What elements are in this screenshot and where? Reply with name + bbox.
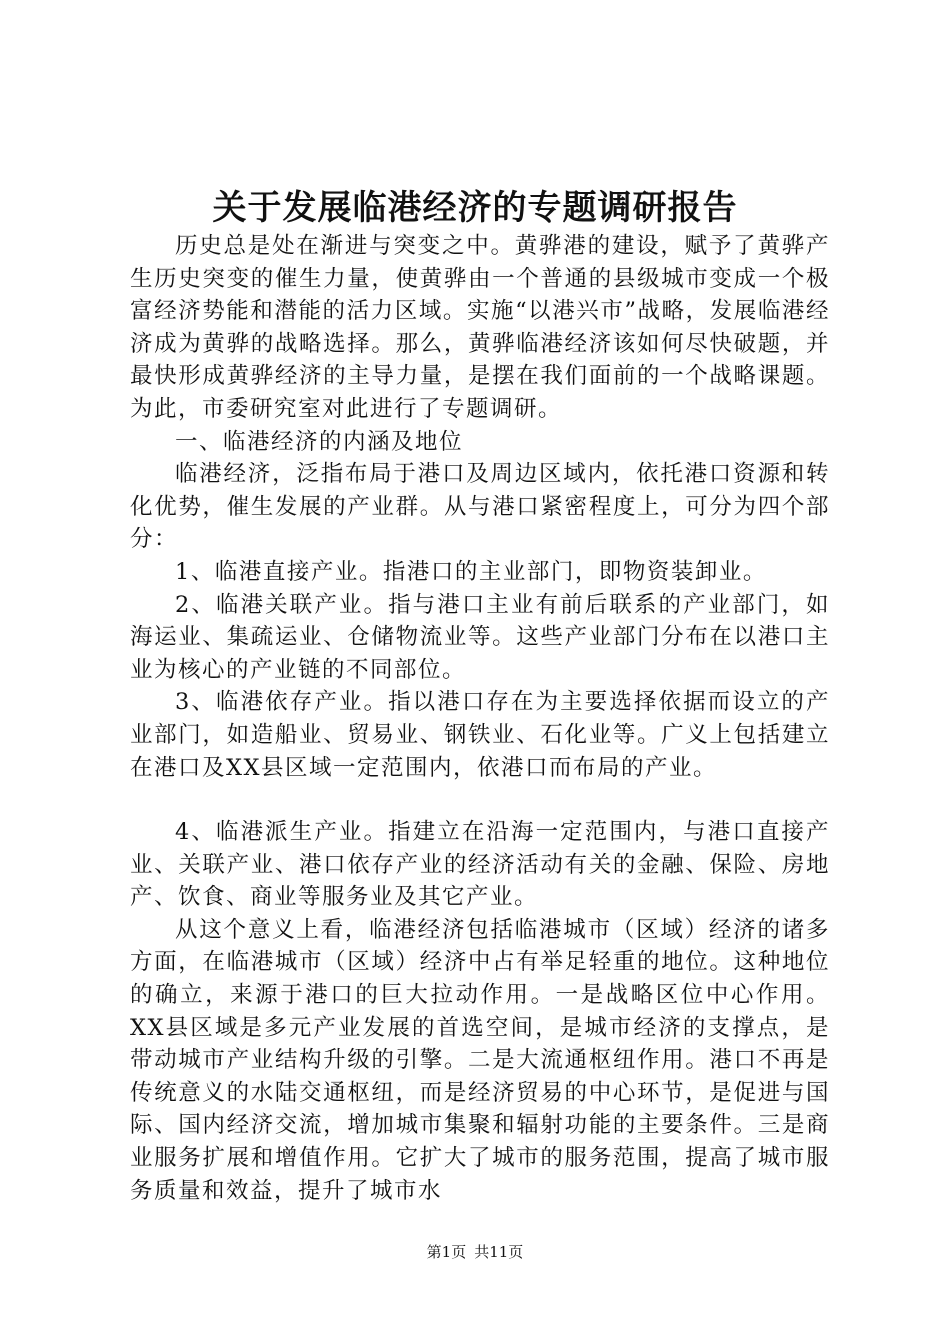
list-item-3: 3、临港依存产业。指以港口存在为主要选择依据而设立的产业部门，如造船业、贸易业、钢铁业、石化业等。广义上包括建立在港口及XX县区域一定范围内，依港口而布局的产业。 [130,689,830,781]
paragraph-significance: 从这个意义上看，临港经济包括临港城市（区域）经济的诸多方面，在临港城市（区域）经济中占有举足轻重的地位。这种地位的确立，来源于港口的巨大拉动作用。一是战略区位中心作用。XX县区域是多元产业发展的首选空间，是城市经济的支撑点，是带动城市产业结构升级的引擎。二是大流通枢纽作用。港口不再是传统意义的水陆交通枢纽，而是经济贸易的中心环节，是促进与国际、国内经济交流，增加城市集聚和辐射功能的主要条件。三是商业服务扩展和增值作用。它扩大了城市的服务范围，提高了城市服务质量和效益，提升了城市水 [130,916,830,1204]
list-item-2: 2、临港关联产业。指与港口主业有前后联系的产业部门，如海运业、集疏运业、仓储物流业等。这些产业部门分布在以港口主业为核心的产业链的不同部位。 [130,591,830,683]
document-title: 关于发展临港经济的专题调研报告 [212,188,738,228]
list-item-4: 4、临港派生产业。指建立在沿海一定范围内，与港口直接产业、关联产业、港口依存产业的经济活动有关的金融、保险、房地产、饮食、商业等服务业及其它产业。 [130,819,830,911]
list-item-1: 1、临港直接产业。指港口的主业部门，即物资装卸业。 [175,558,767,585]
paragraph-definition: 临港经济，泛指布局于港口及周边区域内，依托港口资源和转化优势，催生发展的产业群。从与港口紧密程度上，可分为四个部分： [130,461,830,553]
page-number: 第1页 [426,1243,467,1261]
page-total: 共11页 [474,1243,524,1261]
paragraph-intro: 历史总是处在渐进与突变之中。黄骅港的建设，赋予了黄骅产生历史突变的催生力量，使黄骅由一个普通的县级城市变成一个极富经济势能和潜能的活力区域。实施“以港兴市”战略，发展临港经济成为黄骅的战略选择。那么，黄骅临港经济该如何尽快破题，并最快形成黄骅经济的主导力量，是摆在我们面前的一个战略课题。为此，市委研究室对此进行了专题调研。 [130,233,830,422]
page-footer [0,1242,950,1262]
document-body [130,230,830,1207]
section-heading-1: 一、临港经济的内涵及地位 [175,428,464,455]
blank-line [130,784,830,816]
